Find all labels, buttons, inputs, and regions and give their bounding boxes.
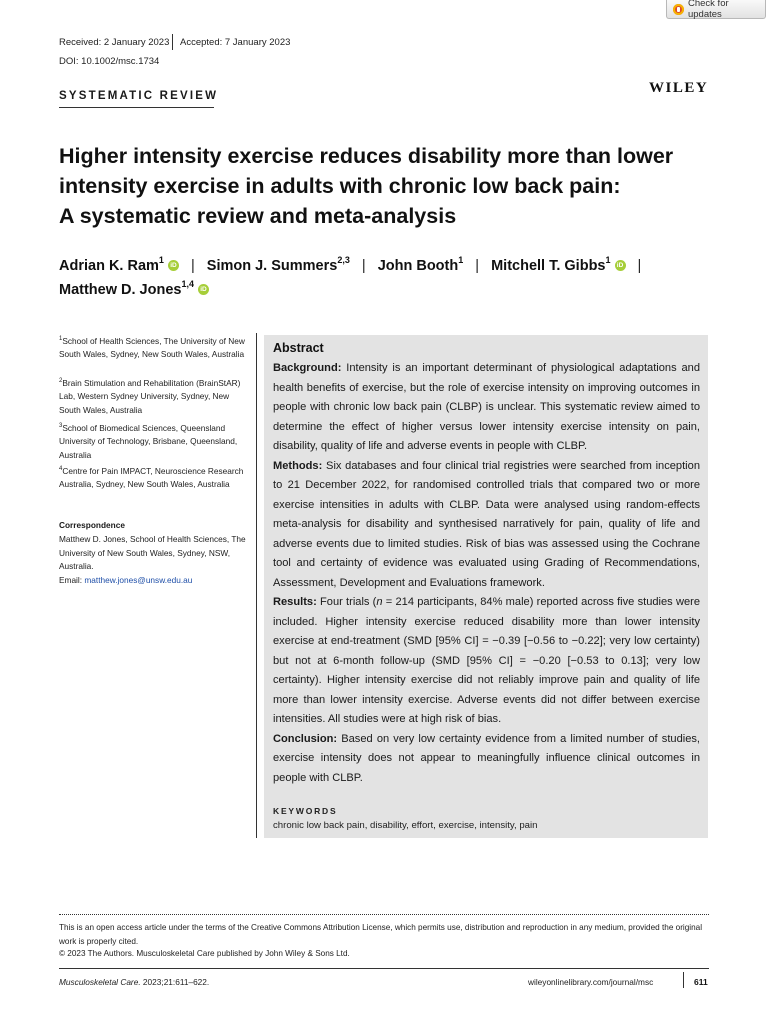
affiliation-text: Brain Stimulation and Rehabilitation (BrainStAR) Lab, Western Sydney University, Sydney, New South Wales, Australia [59, 377, 241, 415]
affiliation-number: 3 [59, 423, 63, 429]
affiliation-text: School of Biomedical Sciences, Queensland University of Technology, Brisbane, Queensland, Australia [59, 422, 238, 460]
meta-divider [172, 34, 173, 50]
abstract-body [273, 359, 700, 788]
background-label: Background: [273, 362, 342, 374]
check-for-updates-label: Check for updates [687, 0, 729, 20]
column-divider [256, 333, 257, 838]
keywords-heading: KEYWORDS [273, 806, 338, 816]
section-underline [59, 107, 214, 108]
affiliation [59, 333, 247, 362]
author-separator: | [637, 258, 642, 274]
page-number: 611 [694, 977, 708, 987]
citation-details: 2023;21:611–622. [140, 977, 210, 987]
author-name[interactable]: Adrian K. Ram [59, 258, 159, 274]
affiliation [59, 463, 247, 492]
author-affiliation-ref: 1,4 [181, 279, 194, 289]
background-text: Intensity is an important determinant of physiological adaptations and health benefits of exercise, but the role of exercise intensity on improving outcomes in people with chronic low back pain (CLBP) is unclear. This systematic review aimed to determine the effect of higher versus lower intensity exercise intensity on pain, disability, quality of life and adverse events in people with CLBP. [273, 362, 700, 452]
journal-name: Musculoskeletal Care. [59, 977, 141, 987]
author-separator: | [361, 258, 366, 274]
abstract-heading: Abstract [273, 341, 324, 355]
correspondence-heading: Correspondence [59, 520, 125, 530]
affiliation-text: Centre for Pain IMPACT, Neuroscience Research Australia, Sydney, New South Wales, Australia [59, 465, 244, 490]
affiliation-number: 4 [59, 466, 63, 472]
section-label: SYSTEMATIC REVIEW [59, 90, 219, 102]
author-affiliation-ref: 1 [158, 255, 164, 265]
methods-label: Methods: [273, 459, 323, 472]
copyright-notice: © 2023 The Authors. Musculoskeletal Care published by John Wiley & Sons Ltd. [59, 949, 350, 958]
abstract-results [273, 593, 700, 730]
author-name[interactable]: Matthew D. Jones [59, 282, 182, 298]
license-notice: This is an open access article under the terms of the Creative Commons Attribution License, which permits use, distribution and reproduction in any medium, provided the original work is properly cited. [59, 923, 703, 946]
author-separator: | [475, 258, 480, 274]
article-title [59, 141, 719, 231]
title-line: A systematic review and meta-analysis [59, 204, 457, 228]
author-name[interactable]: Mitchell T. Gibbs [491, 258, 606, 274]
received-date: Received: 2 January 2023 [59, 37, 170, 48]
footer-rule [59, 968, 709, 969]
correspondence-address: Matthew D. Jones, School of Health Sciences, The University of New South Wales, Sydney, NSW, Australia. [59, 534, 246, 571]
title-line: intensity exercise in adults with chronic low back pain: [59, 174, 621, 198]
author-affiliation-ref: 1 [458, 255, 464, 265]
affiliation-number: 2 [59, 378, 63, 384]
check-for-updates-button[interactable] [666, 0, 766, 19]
orcid-icon[interactable]: iD [168, 260, 179, 271]
doi[interactable]: DOI: 10.1002/msc.1734 [59, 56, 160, 67]
abstract-conclusion [273, 730, 700, 789]
journal-website-link[interactable]: wileyonlinelibrary.com/journal/msc [528, 977, 654, 987]
publisher-logo: WILEY [649, 80, 709, 96]
affiliation-text: School of Health Sciences, The University of New South Wales, Sydney, New South Wales, Australia [59, 335, 245, 360]
conclusion-text: Based on very low certainty evidence from a limited number of studies, exercise intensity does not appear to meaningfully influence clinical outcomes in people with CLBP. [273, 732, 700, 784]
orcid-icon[interactable]: iD [615, 260, 626, 271]
abstract-methods [273, 457, 700, 594]
results-label: Results: [273, 596, 317, 608]
footer-dotted-rule [59, 914, 709, 915]
journal-citation [59, 977, 209, 987]
affiliation [59, 375, 247, 417]
affiliation-number: 1 [59, 336, 63, 342]
author-affiliation-ref: 2,3 [337, 255, 350, 265]
author-separator: | [190, 258, 195, 274]
methods-text: Six databases and four clinical trial registries were searched from inception to 21 December 2022, for randomised controlled trials that compared two or more exercise intensities in adults with CLBP. Data were analysed using random-effects meta-analysis for disability and synthesised narratively for pain, quality of life and adverse events due to limited studies. Risk of bias was assessed using the Cochrane tool and certainty of evidence was evaluated using Grading of Recommendations, Assessment, Development and Evaluations framework. [273, 459, 700, 589]
affiliation [59, 420, 247, 462]
conclusion-label: Conclusion: [273, 732, 338, 745]
accepted-date: Accepted: 7 January 2023 [180, 37, 291, 48]
correspondence-body [59, 533, 249, 587]
author-list-continued [59, 279, 209, 298]
results-text-pre: Four trials ( [316, 596, 377, 608]
title-line: Higher intensity exercise reduces disability more than lower [59, 144, 674, 168]
orcid-icon[interactable]: iD [198, 284, 209, 295]
keywords-list: chronic low back pain, disability, effort, exercise, intensity, pain [273, 820, 538, 831]
results-text: = 214 participants, 84% male) reported across five studies were included. Higher intensity exercise reduced disability more than lower intensity exercise at end-treatment (SMD [95% CI] = −0.39 [−0.56 to −0.22]; very low certainty) but not at 6-month follow-up (SMD [95% CI] = −0.20 [−0.53 to 0.13]; very low certainty). Higher intensity exercise did not reliably improve pain and quality of life more than lower intensity exercise. Adverse events did not differ between exercise intensities. All studies were at high risk of bias. [273, 596, 700, 725]
author-name[interactable]: John Booth [377, 258, 459, 274]
author-name[interactable]: Simon J. Summers [206, 258, 338, 274]
author-affiliation-ref: 1 [605, 255, 611, 265]
results-n: n [376, 596, 383, 608]
email-label: Email: [59, 574, 85, 585]
crossmark-icon [673, 4, 684, 15]
author-list [59, 255, 649, 274]
page-number-divider [683, 972, 684, 988]
abstract-background [273, 359, 700, 457]
email-link[interactable]: matthew.jones@unsw.edu.au [84, 574, 193, 585]
